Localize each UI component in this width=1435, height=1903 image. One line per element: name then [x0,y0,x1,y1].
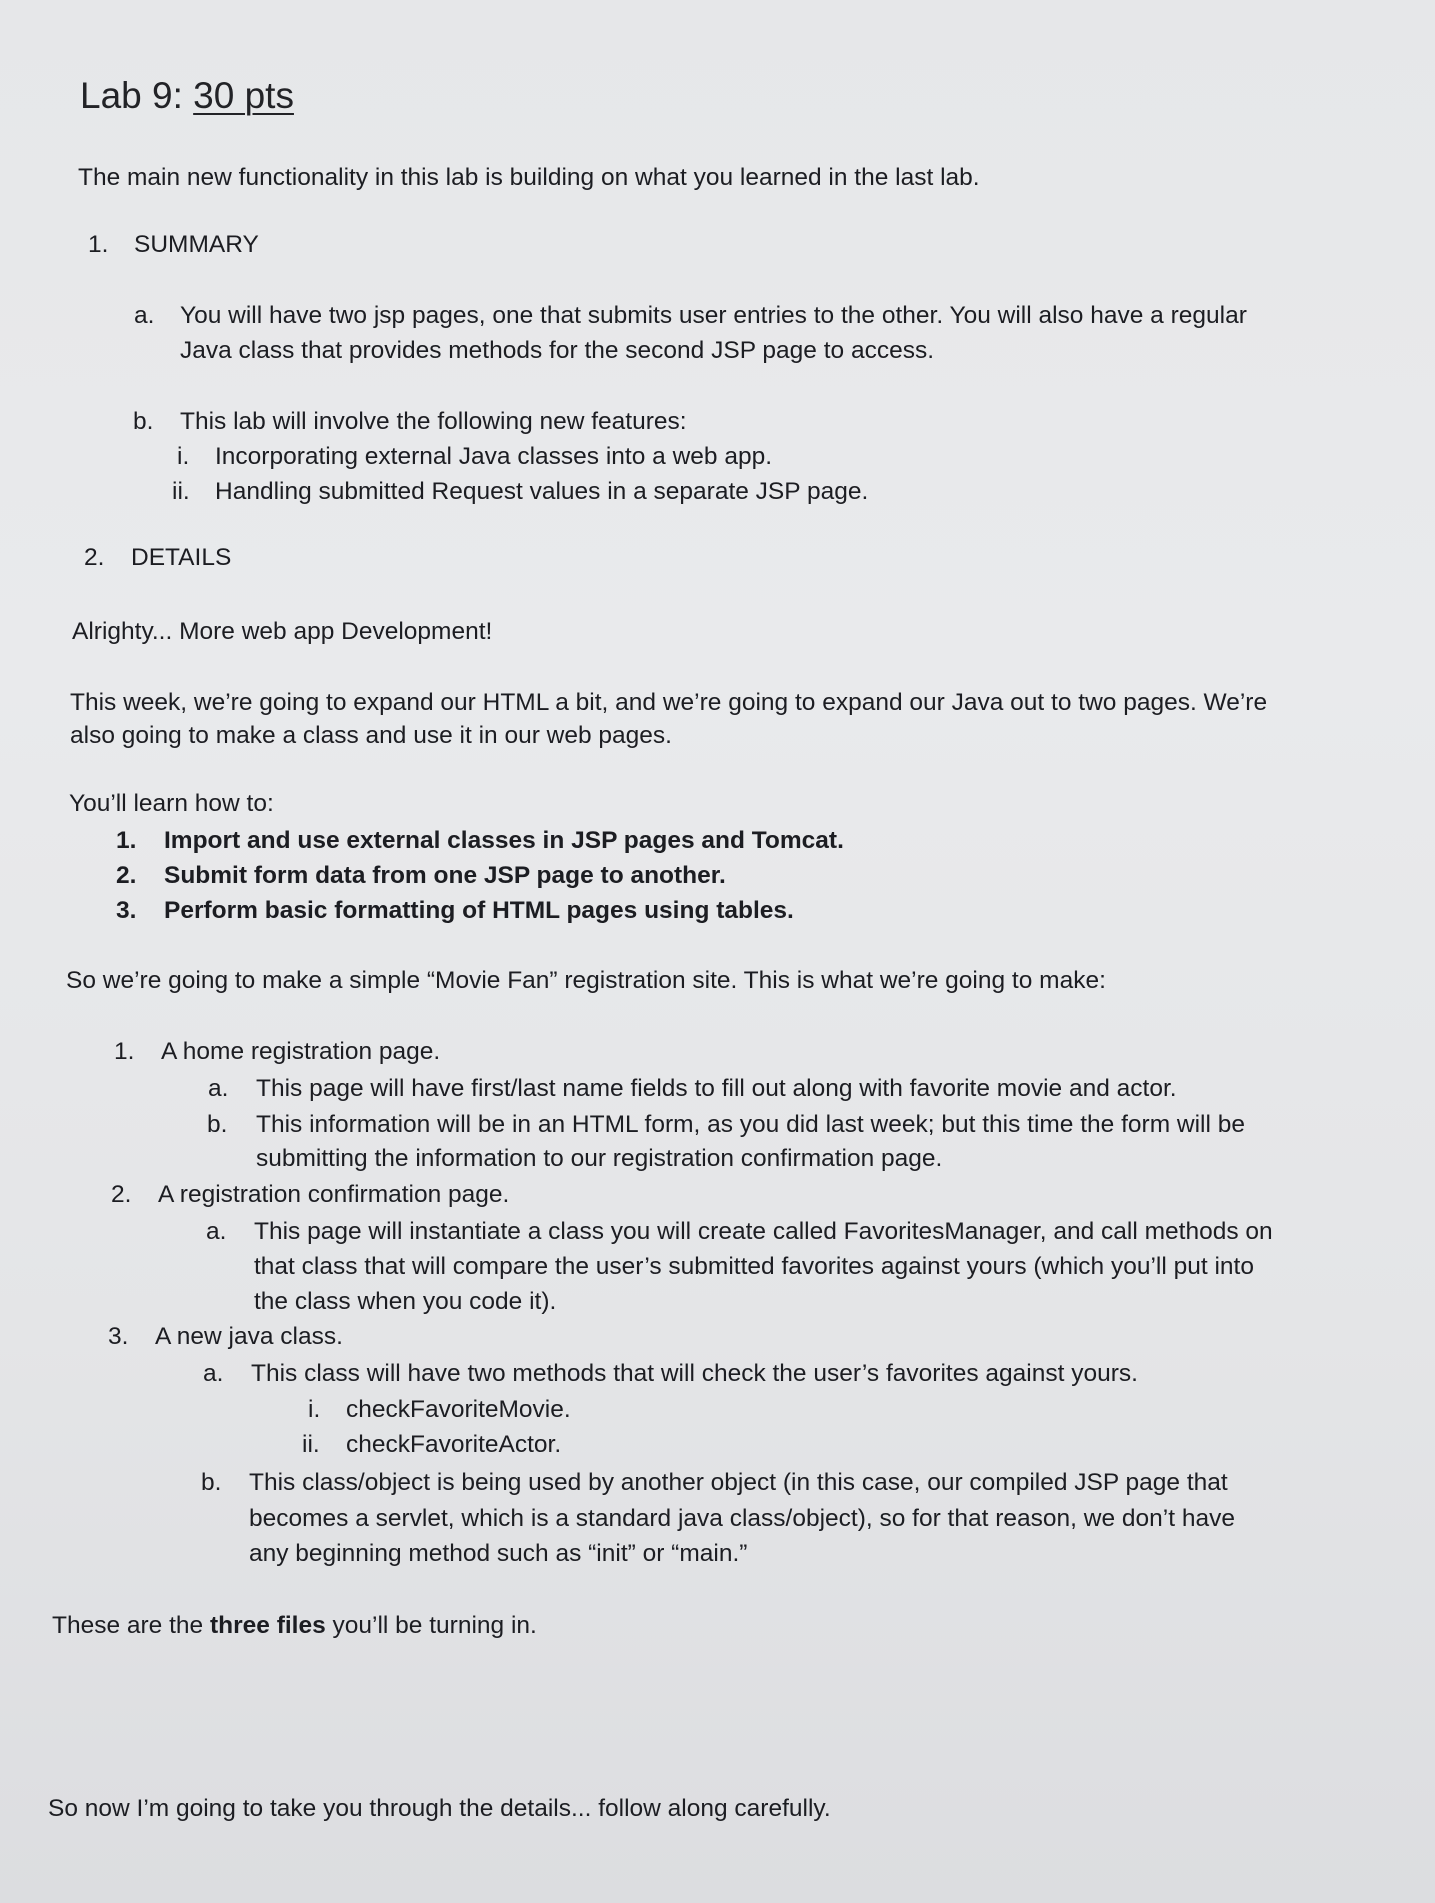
plan-subitem-text: the class when you code it). [254,1288,557,1315]
plan-item-marker: 2. [111,1181,132,1208]
plan-subitem-text: This information will be in an HTML form, as you did last week; but this time the form will be [256,1111,1245,1138]
learn-item: Submit form data from one JSP page to another. [164,862,726,889]
summary-b-marker: b. [133,408,154,435]
plan-subitem-text: This page will have first/last name fields to fill out along with favorite movie and actor. [256,1075,1177,1102]
method-marker: ii. [302,1431,320,1458]
plan-subitem-text: becomes a servlet, which is a standard java class/object), so for that reason, we don’t have [249,1505,1235,1532]
summary-b-item-marker: ii. [172,478,190,505]
files-bold: three files [209,1612,326,1639]
plan-subitem-marker: b. [201,1469,222,1496]
week-line2: also going to make a class and use it in our web pages. [70,722,672,749]
movie-intro: So we’re going to make a simple “Movie Fan” registration site. This is what we’re going to make: [66,967,1106,994]
learn-item: Perform basic formatting of HTML pages using tables. [164,897,794,924]
plan-item-title: A new java class. [155,1323,343,1350]
summary-heading: SUMMARY [134,231,259,258]
summary-a-marker: a. [134,302,155,329]
learn-item: Import and use external classes in JSP pages and Tomcat. [164,827,844,854]
alrighty-text: Alrighty... More web app Development! [72,618,493,645]
title-prefix: Lab 9: [80,75,194,116]
plan-item-title: A home registration page. [161,1038,441,1065]
files-before: These are the [52,1612,210,1639]
plan-subitem-marker: a. [203,1360,224,1387]
learn-item-marker: 2. [116,862,137,889]
plan-item-title: A registration confirmation page. [158,1181,510,1208]
plan-subitem-text: any beginning method such as “init” or “main.” [249,1540,748,1567]
summary-number: 1. [88,231,109,258]
summary-a-line2: Java class that provides methods for the second JSP page to access. [180,337,935,364]
plan-subitem-text: that class that will compare the user’s submitted favorites against yours (which you’ll put into [254,1253,1254,1280]
plan-item-marker: 1. [114,1038,135,1065]
summary-b-line1: This lab will involve the following new features: [180,408,687,435]
plan-subitem-text: This class will have two methods that will check the user’s favorites against yours. [251,1360,1138,1387]
closing-text: So now I’m going to take you through the details... follow along carefully. [48,1795,831,1822]
plan-subitem-marker: b. [207,1111,228,1138]
learn-item-marker: 1. [116,827,137,854]
summary-b-item: Handling submitted Request values in a separate JSP page. [215,478,869,505]
summary-a-line1: You will have two jsp pages, one that submits user entries to the other. You will also have a regular [180,302,1247,329]
page-title [80,74,294,118]
plan-subitem-text: This page will instantiate a class you will create called FavoritesManager, and call methods on [254,1218,1273,1245]
method-name: checkFavoriteActor. [346,1431,562,1458]
intro-text: The main new functionality in this lab is building on what you learned in the last lab. [78,164,980,191]
summary-b-item-marker: i. [177,443,190,470]
method-marker: i. [308,1396,321,1423]
summary-b-item: Incorporating external Java classes into a web app. [215,443,773,470]
learn-item-marker: 3. [116,897,137,924]
plan-item-marker: 3. [108,1323,129,1350]
files-line [52,1609,537,1643]
details-number: 2. [84,544,105,571]
details-heading: DETAILS [131,544,232,571]
plan-subitem-marker: a. [206,1218,227,1245]
plan-subitem-marker: a. [208,1075,229,1102]
title-points: 30 pts [193,75,294,116]
files-after: you’ll be turning in. [325,1612,537,1639]
plan-subitem-text: This class/object is being used by another object (in this case, our compiled JSP page that [249,1469,1228,1496]
learn-heading: You’ll learn how to: [69,790,274,817]
week-line1: This week, we’re going to expand our HTML a bit, and we’re going to expand our Java out to two pages. We’re [70,689,1268,716]
method-name: checkFavoriteMovie. [346,1396,571,1423]
plan-subitem-text: submitting the information to our registration confirmation page. [256,1145,943,1172]
